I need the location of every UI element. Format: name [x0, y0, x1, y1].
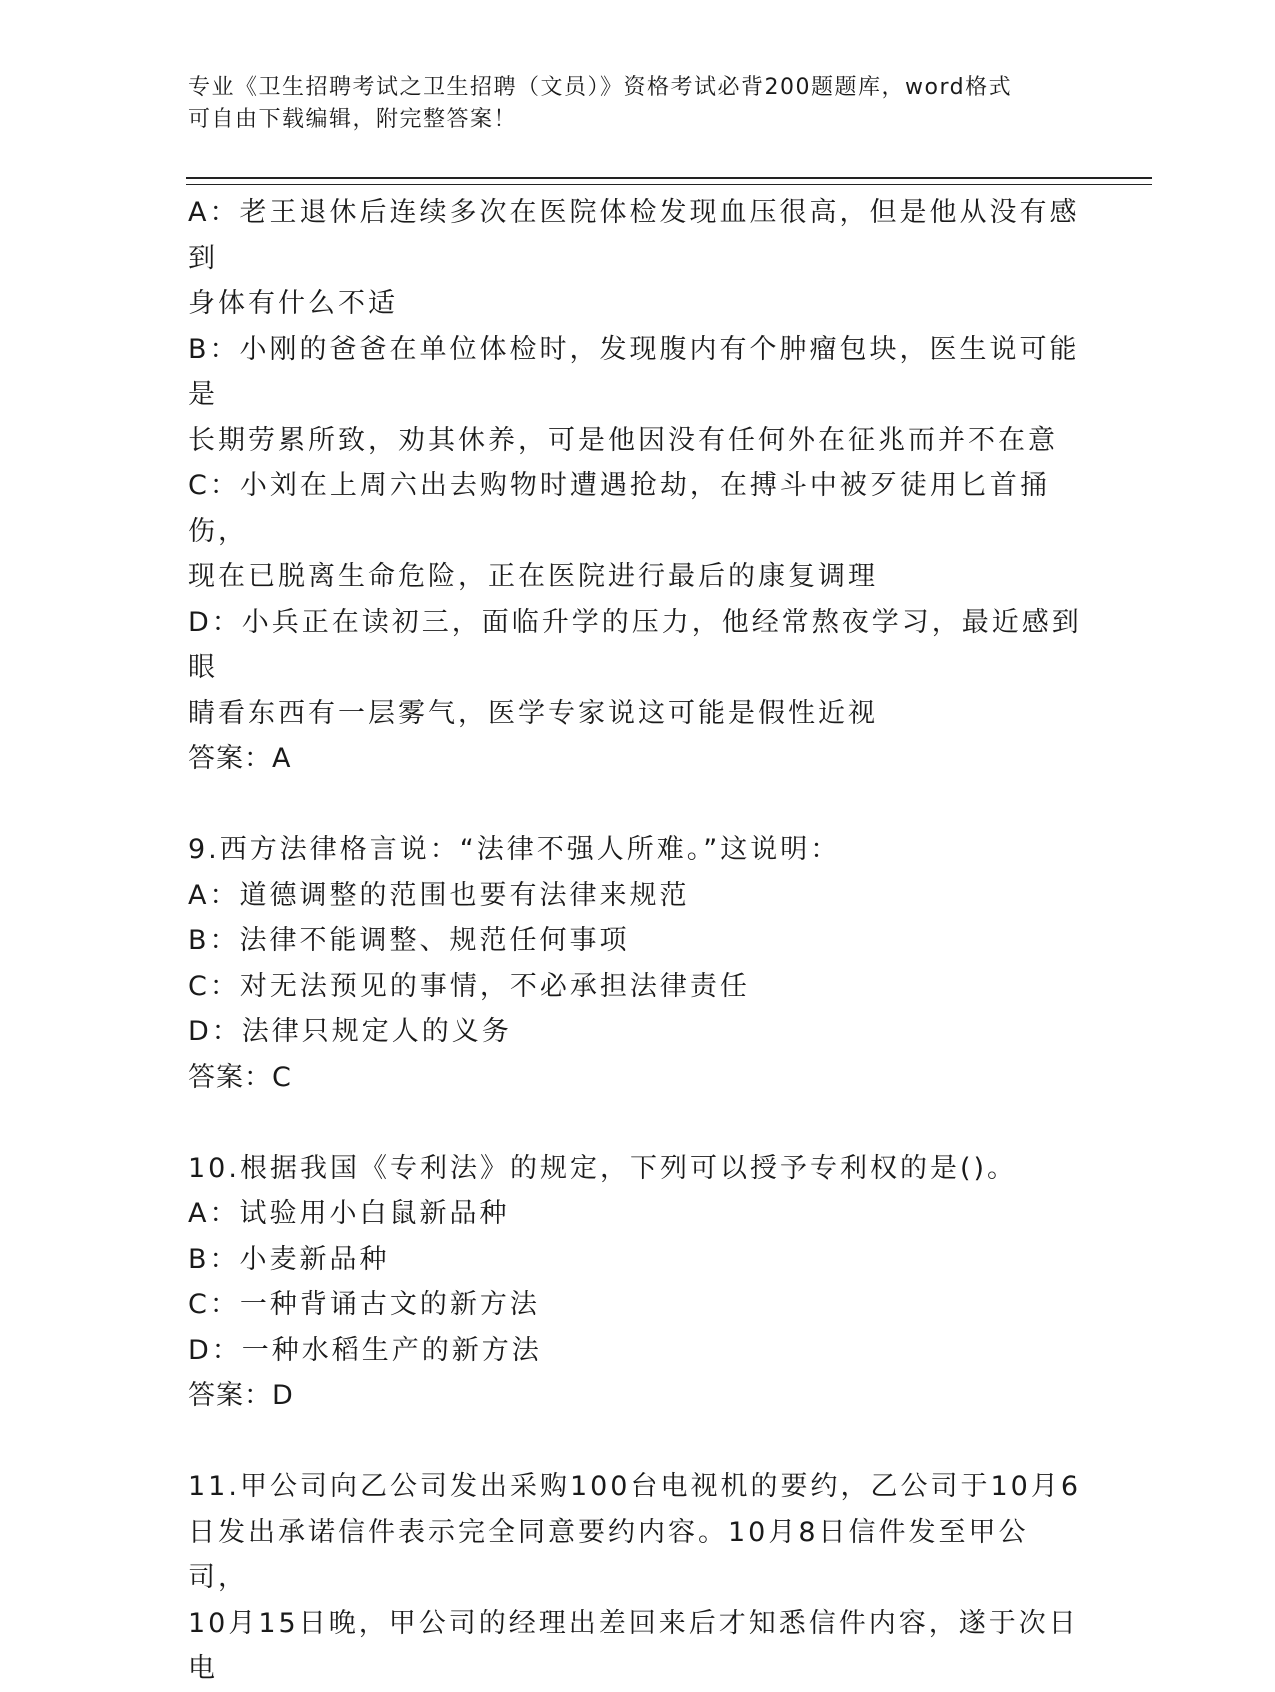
q8-option-c-line-1: C：小刘在上周六出去购物时遭遇抢劫，在搏斗中被歹徒用匕首捅伤， — [188, 470, 1050, 547]
q9-question: 9.西方法律格言说：“法律不强人所难。”这说明： — [188, 834, 841, 865]
q11-question-line-3: 10月15日晚，甲公司的经理出差回来后才知悉信件内容，遂于次日电 — [188, 1607, 1079, 1684]
q8-option-c-line-2: 现在已脱离生命危险，正在医院进行最后的康复调理 — [188, 561, 878, 592]
q10-answer: 答案：D — [188, 1380, 294, 1411]
document-body — [188, 190, 1088, 1692]
q8-option-a-line-1: A：老王退休后连续多次在医院体检发现血压很高，但是他从没有感到 — [188, 197, 1080, 274]
q10-question: 10.根据我国《专利法》的规定，下列可以授予专利权的是()。 — [188, 1152, 1018, 1184]
q9-option-a: A：道德调整的范围也要有法律来规范 — [188, 879, 690, 911]
spacer — [188, 1100, 1088, 1146]
q11-question-line-1: 11.甲公司向乙公司发出采购100台电视机的要约，乙公司于10月6 — [188, 1471, 1082, 1502]
header-rule-thick — [186, 177, 1152, 179]
q8-answer: 答案：A — [188, 743, 292, 774]
q8-option-d-line-1: D：小兵正在读初三，面临升学的压力，他经常熬夜学习，最近感到眼 — [188, 606, 1082, 683]
spacer — [188, 782, 1088, 828]
q9-answer: 答案：C — [188, 1061, 292, 1093]
q10-option-b: B：小麦新品种 — [188, 1243, 390, 1275]
q10-option-d: D：一种水稻生产的新方法 — [188, 1334, 542, 1366]
spacer — [188, 1419, 1088, 1465]
q10-option-c: C：一种背诵古文的新方法 — [188, 1289, 540, 1320]
header-rule-thin — [186, 184, 1152, 185]
q8-option-b-line-1: B：小刚的爸爸在单位体检时，发现腹内有个肿瘤包块，医生说可能是 — [188, 333, 1080, 410]
header-line-2: 可自由下载编辑，附完整答案！ — [188, 107, 518, 132]
document-header — [188, 72, 1088, 136]
q8-option-a-line-2: 身体有什么不适 — [188, 288, 398, 319]
q9-option-d: D：法律只规定人的义务 — [188, 1016, 512, 1047]
q8-option-d-line-2: 睛看东西有一层雾气，医学专家说这可能是假性近视 — [188, 697, 878, 729]
q9-option-b: B：法律不能调整、规范任何事项 — [188, 925, 630, 956]
header-line-1: 专业《卫生招聘考试之卫生招聘（文员）》资格考试必背200题题库，word格式 — [188, 75, 1013, 100]
q9-option-c: C：对无法预见的事情，不必承担法律责任 — [188, 970, 750, 1002]
q10-option-a: A：试验用小白鼠新品种 — [188, 1198, 510, 1229]
q11-question-line-2: 日发出承诺信件表示完全同意要约内容。10月8日信件发至甲公司， — [188, 1516, 1029, 1593]
q8-option-b-line-2: 长期劳累所致，劝其休养，可是他因没有任何外在征兆而并不在意 — [188, 424, 1058, 456]
